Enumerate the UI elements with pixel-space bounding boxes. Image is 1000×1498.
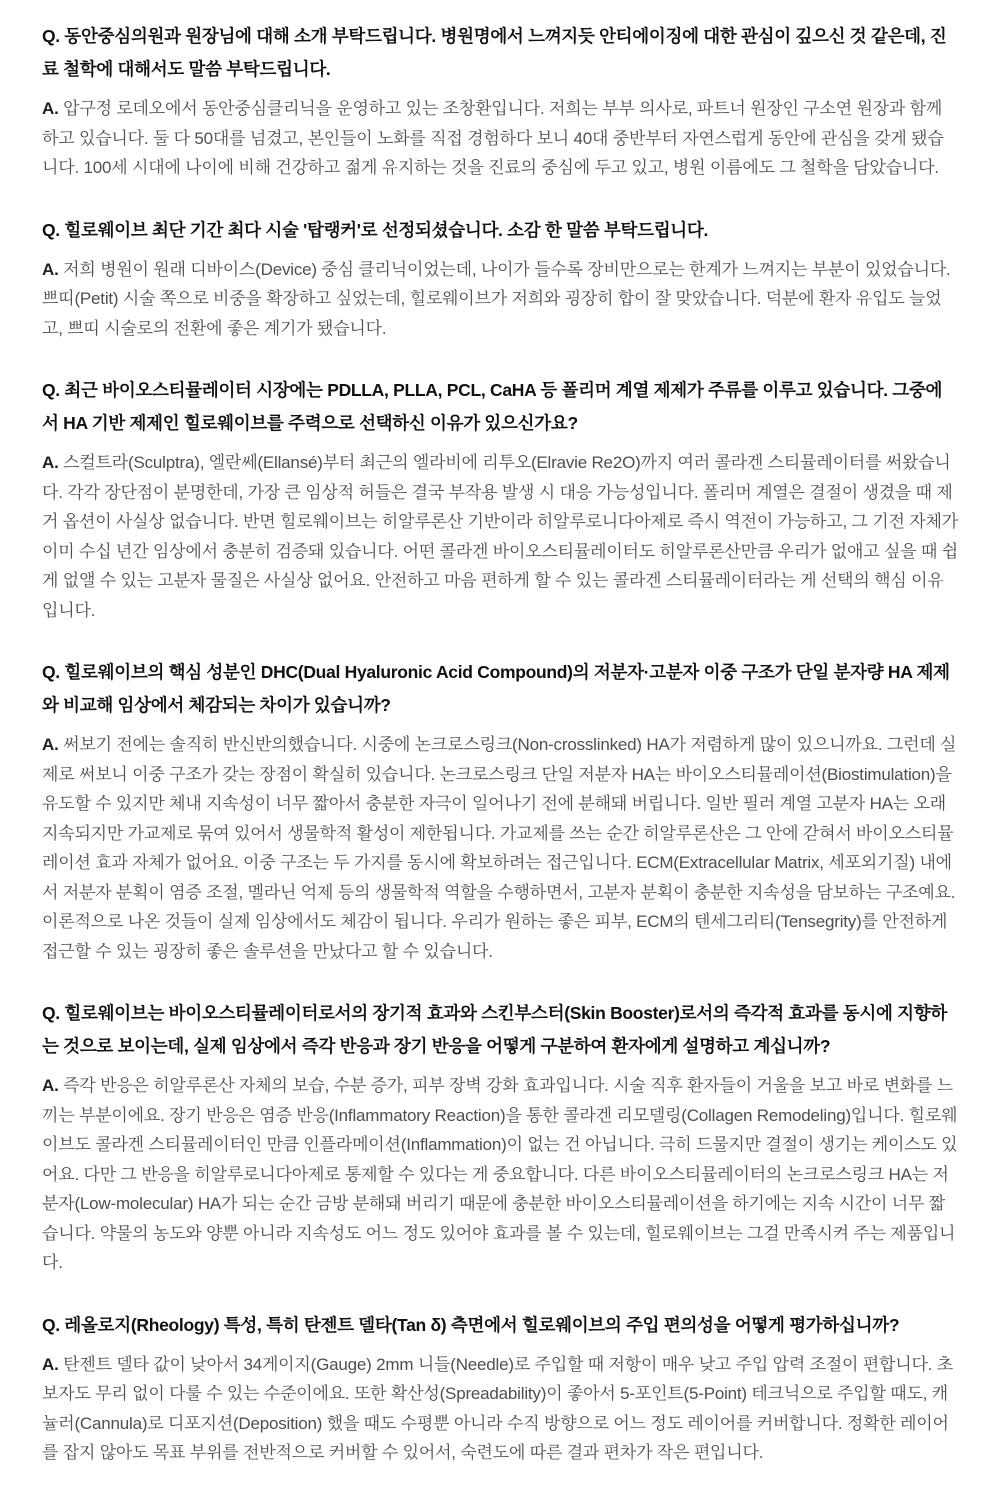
question-text: Q. 최근 바이오스티뮬레이터 시장에는 PDLLA, PLLA, PCL, CaHA 등 폴리머 계열 제제가 주류를 이루고 있습니다. 그중에서 HA 기반 제제인 힐로웨이브를 주력으로 선택하신 이유가 있으신가요? — [42, 380, 943, 433]
answer-prefix: A. — [42, 99, 59, 118]
answer-body: 즉각 반응은 히알루론산 자체의 보습, 수분 증가, 피부 장벽 강화 효과입니다. 시술 직후 환자들이 거울을 보고 바로 변화를 느끼는 부분이에요. 장기 반응은 염증 반응(Inflammatory Reaction)을 통한 콜라겐 리모델링(Collagen Remodeling)입니다. 힐로웨이브도 콜라겐 스티뮬레이터인 만큼 인플라메이션(Inflammation)이 없는 건 아닙니다. 극히 드물지만 결절이 생기는 케이스도 있어요. 다만 그 반응을 히알루로니다아제로 통제할 수 있다는 게 중요합니다. 다른 바이오스티뮬레이터의 논크로스링크 HA는 저분자(Low-molecular) HA가 되는 순간 금방 분해돼 버리기 때문에 충분한 바이오스티뮬레이션을 하기에는 지속 시간이 너무 짧습니다. 약물의 농도와 양뿐 아니라 지속성도 어느 정도 있어야 효과를 볼 수 있는데, 힐로웨이브는 그걸 만족시켜 주는 제품입니다. — [42, 1076, 958, 1272]
qa-group-2 — [42, 214, 958, 344]
qa-group-4 — [42, 656, 958, 966]
answer-body: 써보기 전에는 솔직히 반신반의했습니다. 시중에 논크로스링크(Non-crosslinked) HA가 저렴하게 많이 있으니까요. 그런데 실제로 써보니 이중 구조가 갖는 장점이 확실히 있습니다. 논크로스링크 단일 저분자 HA는 바이오스티뮬레이션(Biostimulation)을 유도할 수 있지만 체내 지속성이 너무 짧아서 충분한 자극이 일어나기 전에 분해돼 버립니다. 일반 필러 계열 고분자 HA는 오래 지속되지만 가교제로 묶여 있어서 생물학적 활성이 제한됩니다. 가교제를 쓰는 순간 히알루론산은 그 안에 갇혀서 바이오스티뮬레이션 효과 자체가 없어요. 이중 구조는 두 가지를 동시에 확보하려는 접근입니다. ECM(Extracellular Matrix, 세포외기질) 내에서 저분자 분획이 염증 조절, 멜라닌 억제 등의 생물학적 역할을 수행하면서, 고분자 분획이 충분한 지속성을 담보하는 구조예요. 이론적으로 나온 것들이 실제 임상에서도 체감이 됩니다. 우리가 원하는 좋은 피부, ECM의 텐세그리티(Tensegrity)를 안전하게 접근할 수 있는 굉장히 좋은 솔루션을 만났다고 할 수 있습니다. — [42, 735, 957, 961]
answer-body: 압구정 로데오에서 동안중심클리닉을 운영하고 있는 조창환입니다. 저희는 부부 의사로, 파트너 원장인 구소연 원장과 함께하고 있습니다. 둘 다 50대를 넘겼고, 본인들이 노화를 직접 경험하다 보니 40대 중반부터 자연스럽게 동안에 관심을 갖게 됐습니다. 100세 시대에 나이에 비해 건강하고 젊게 유지하는 것을 진료의 중심에 두고 있고, 병원 이름에도 그 철학을 담았습니다. — [42, 99, 944, 177]
answer-body: 스컬트라(Sculptra), 엘란쎄(Ellansé)부터 최근의 엘라비에 리투오(Elravie Re2O)까지 여러 콜라겐 스티뮬레이터를 써왔습니다. 각각 장단점이 분명한데, 가장 큰 임상적 허들은 결국 부작용 발생 시 대응 가능성입니다. 폴리머 계열은 결절이 생겼을 때 제거 옵션이 사실상 없습니다. 반면 힐로웨이브는 히알루론산 기반이라 히알루로니다아제로 즉시 역전이 가능하고, 그 기전 자체가 이미 수십 년간 임상에서 충분히 검증돼 있습니다. 어떤 콜라겐 바이오스티뮬레이터도 히알루론산만큼 우리가 없애고 싶을 때 쉽게 없앨 수 있는 고분자 물질은 사실상 없어요. 안전하고 마음 편하게 할 수 있는 콜라겐 스티뮬레이터라는 게 선택의 핵심 이유입니다. — [42, 453, 958, 620]
answer-text — [42, 448, 958, 625]
qa-group-5 — [42, 997, 958, 1278]
answer-text — [42, 94, 958, 183]
answer-text — [42, 1350, 958, 1468]
answer-prefix: A. — [42, 259, 59, 279]
answer-prefix: A. — [42, 453, 59, 472]
qa-group-1 — [42, 20, 958, 183]
answer-text — [42, 730, 958, 966]
answer-prefix: A. — [42, 735, 59, 754]
answer-body: 저희 병원이 원래 디바이스(Device) 중심 클리닉이었는데, 나이가 들수록 장비만으로는 한계가 느껴지는 부분이 있었습니다. 쁘띠(Petit) 시술 쪽으로 비중을 확장하고 싶었는데, 힐로웨이브가 저희와 굉장히 합이 잘 맞았습니다. 덕분에 환자 유입도 늘었고, 쁘띠 시술로의 전환에 좋은 계기가 됐습니다. — [42, 259, 951, 338]
question-text: Q. 힐로웨이브의 핵심 성분인 DHC(Dual Hyaluronic Acid Compound)의 저분자·고분자 이중 구조가 단일 분자량 HA 제제와 비교해 임상에서 체감되는 차이가 있습니까? — [42, 662, 950, 715]
question-text: Q. 레올로지(Rheology) 특성, 특히 탄젠트 델타(Tan δ) 측면에서 힐로웨이브의 주입 편의성을 어떻게 평가하십니까? — [42, 1314, 900, 1335]
answer-text — [42, 255, 958, 344]
question-text: Q. 힐로웨이브는 바이오스티뮬레이터로서의 장기적 효과와 스킨부스터(Skin Booster)로서의 즉각적 효과를 동시에 지향하는 것으로 보이는데, 실제 임상에서 즉각 반응과 장기 반응을 어떻게 구분하여 환자에게 설명하고 계십니까? — [42, 1003, 947, 1056]
qa-group-3 — [42, 374, 958, 625]
question-text: Q. 힐로웨이브 최단 기간 최다 시술 '탑랭커'로 선정되셨습니다. 소감 한 말씀 부탁드립니다. — [42, 219, 709, 240]
question-text: Q. 동안중심의원과 원장님에 대해 소개 부탁드립니다. 병원명에서 느껴지듯 안티에이징에 대한 관심이 깊으신 것 같은데, 진료 철학에 대해서도 말씀 부탁드립니다. — [42, 26, 947, 79]
answer-text — [42, 1071, 958, 1278]
answer-prefix: A. — [42, 1076, 59, 1095]
answer-body: 탄젠트 델타 값이 낮아서 34게이지(Gauge) 2mm 니들(Needle)로 주입할 때 저항이 매우 낮고 주입 압력 조절이 편합니다. 초보자도 무리 없이 다룰 수 있는 수준이에요. 또한 확산성(Spreadability)이 좋아서 5-포인트(5-Point) 테크닉으로 주입할 때도, 캐뉼러(Cannula)로 디포지션(Deposition) 했을 때도 수평뿐 아니라 수직 방향으로 어느 정도 레이어를 커버합니다. 정확한 레이어를 잡지 않아도 목표 부위를 전반적으로 커버할 수 있어서, 숙련도에 따른 결과 편차가 작은 편입니다. — [42, 1354, 953, 1462]
answer-prefix: A. — [42, 1354, 59, 1374]
